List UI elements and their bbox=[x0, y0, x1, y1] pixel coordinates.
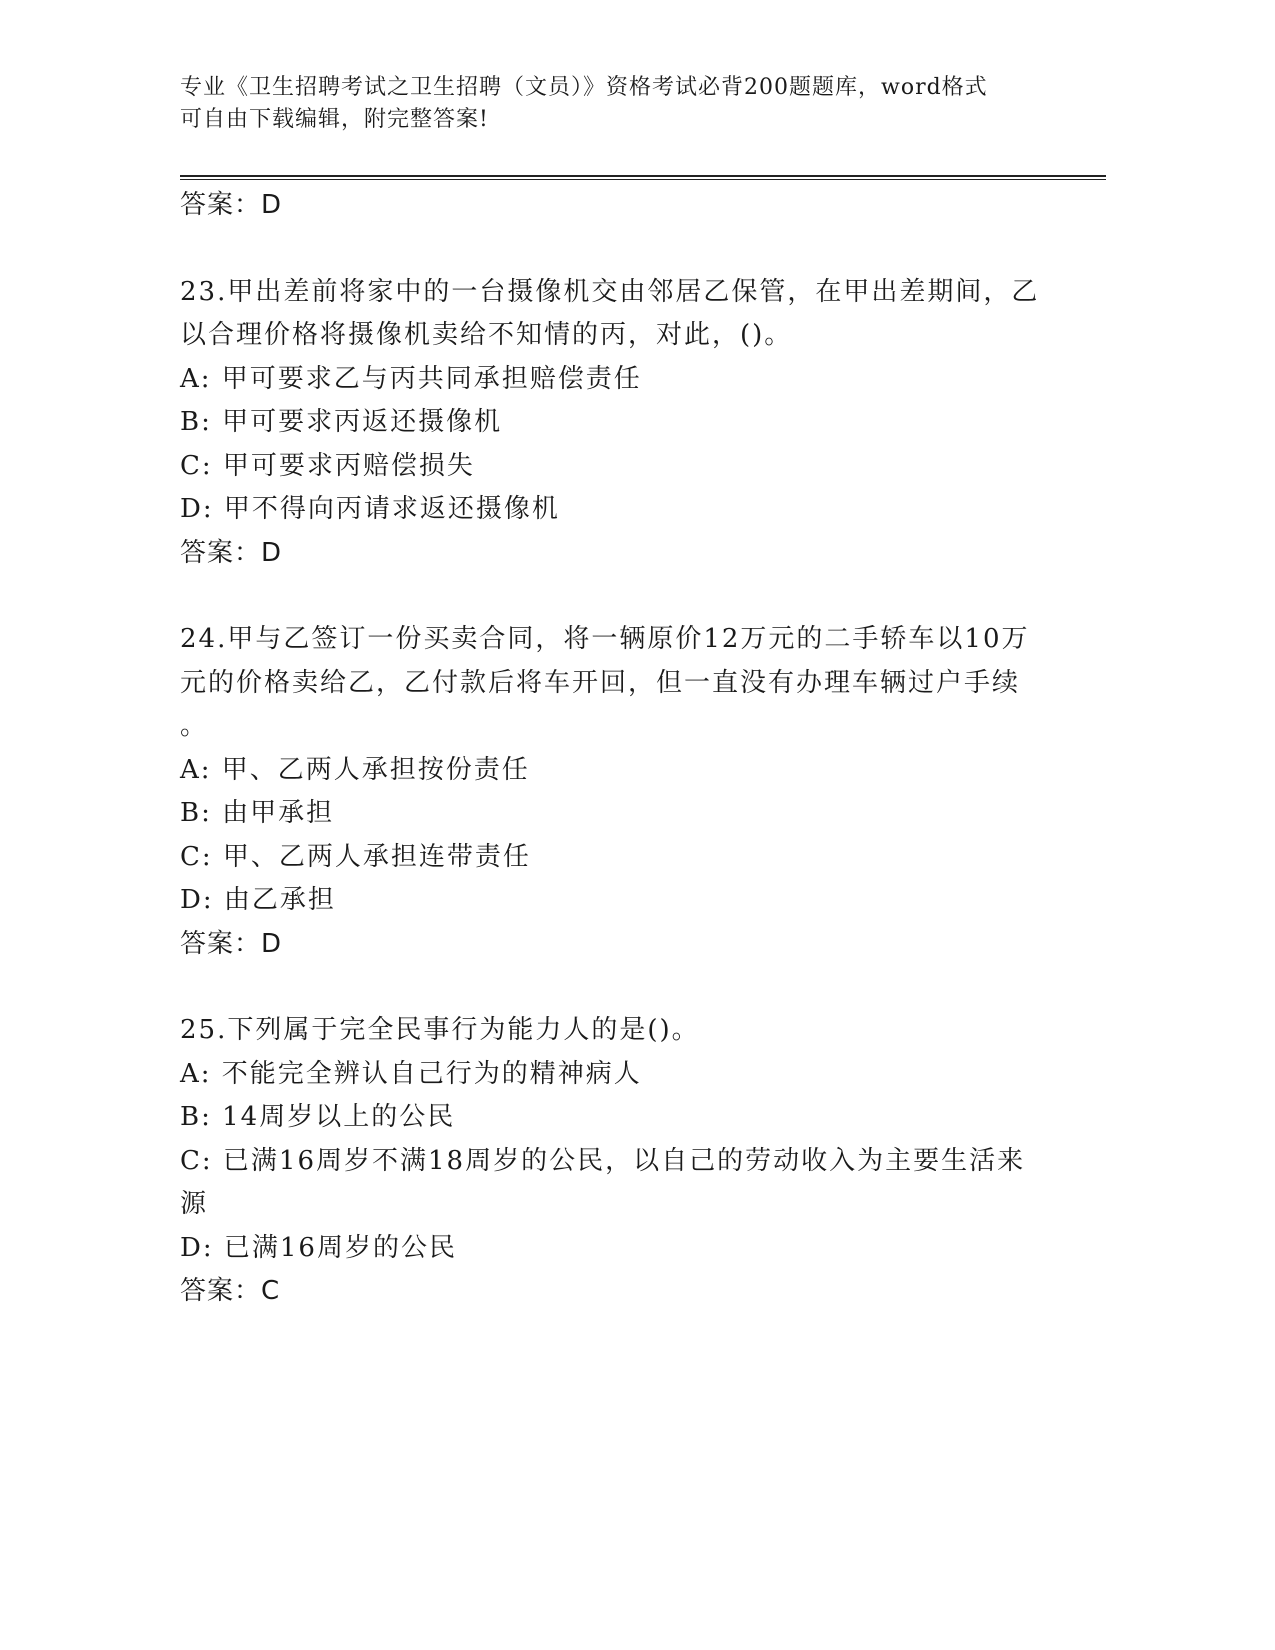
option-d: D: 由乙承担 bbox=[180, 885, 336, 915]
spacer bbox=[180, 966, 1040, 1009]
answer-line: 答案：D bbox=[180, 537, 283, 568]
question-stem-line: 25.下列属于完全民事行为能力人的是()。 bbox=[180, 1015, 700, 1045]
question-stem-line: 元的价格卖给乙，乙付款后将车开回，但一直没有办理车辆过户手续 bbox=[180, 667, 1021, 698]
answer-line: 答案：D bbox=[180, 928, 283, 959]
answer-line: 答案：C bbox=[180, 1276, 281, 1306]
option-a: A: 甲、乙两人承担按份责任 bbox=[180, 754, 530, 785]
option-c: C: 甲可要求丙赔偿损失 bbox=[180, 450, 475, 481]
option-c: C: 甲、乙两人承担连带责任 bbox=[180, 841, 531, 872]
question-block bbox=[180, 271, 1040, 576]
question-block bbox=[180, 618, 1040, 966]
header-divider bbox=[180, 175, 1106, 180]
option-c-continued: 源 bbox=[180, 1189, 209, 1219]
option-b: B: 甲可要求丙返还摄像机 bbox=[180, 407, 503, 437]
option-d: D: 已满16周岁的公民 bbox=[180, 1232, 457, 1263]
question-stem-line: 。 bbox=[180, 711, 209, 741]
option-b: B: 14周岁以上的公民 bbox=[180, 1102, 456, 1132]
question-stem-line: 24.甲与乙签订一份买卖合同，将一辆原价12万元的二手轿车以10万 bbox=[180, 624, 1030, 654]
document-body bbox=[180, 184, 1040, 1314]
answer-line: 答案：D bbox=[180, 190, 283, 220]
header-line-1: 专业《卫生招聘考试之卫生招聘（文员）》资格考试必背200题题库，word格式 bbox=[180, 75, 988, 100]
question-stem-line: 23.甲出差前将家中的一台摄像机交由邻居乙保管，在甲出差期间，乙 bbox=[180, 276, 1040, 307]
header-line-2: 可自由下载编辑，附完整答案! bbox=[180, 107, 489, 132]
option-d: D: 甲不得向丙请求返还摄像机 bbox=[180, 494, 560, 524]
question-stem-line: 以合理价格将摄像机卖给不知情的丙，对此，()。 bbox=[180, 320, 793, 350]
option-c: C: 已满16周岁不满18周岁的公民，以自己的劳动收入为主要生活来 bbox=[180, 1145, 1026, 1176]
option-a: A: 甲可要求乙与丙共同承担赔偿责任 bbox=[180, 363, 642, 394]
question-block bbox=[180, 1009, 1040, 1314]
spacer bbox=[180, 575, 1040, 618]
option-a: A: 不能完全辨认自己行为的精神病人 bbox=[180, 1058, 642, 1089]
option-b: B: 由甲承担 bbox=[180, 798, 335, 828]
spacer bbox=[180, 228, 1040, 271]
document-header bbox=[180, 72, 1040, 136]
